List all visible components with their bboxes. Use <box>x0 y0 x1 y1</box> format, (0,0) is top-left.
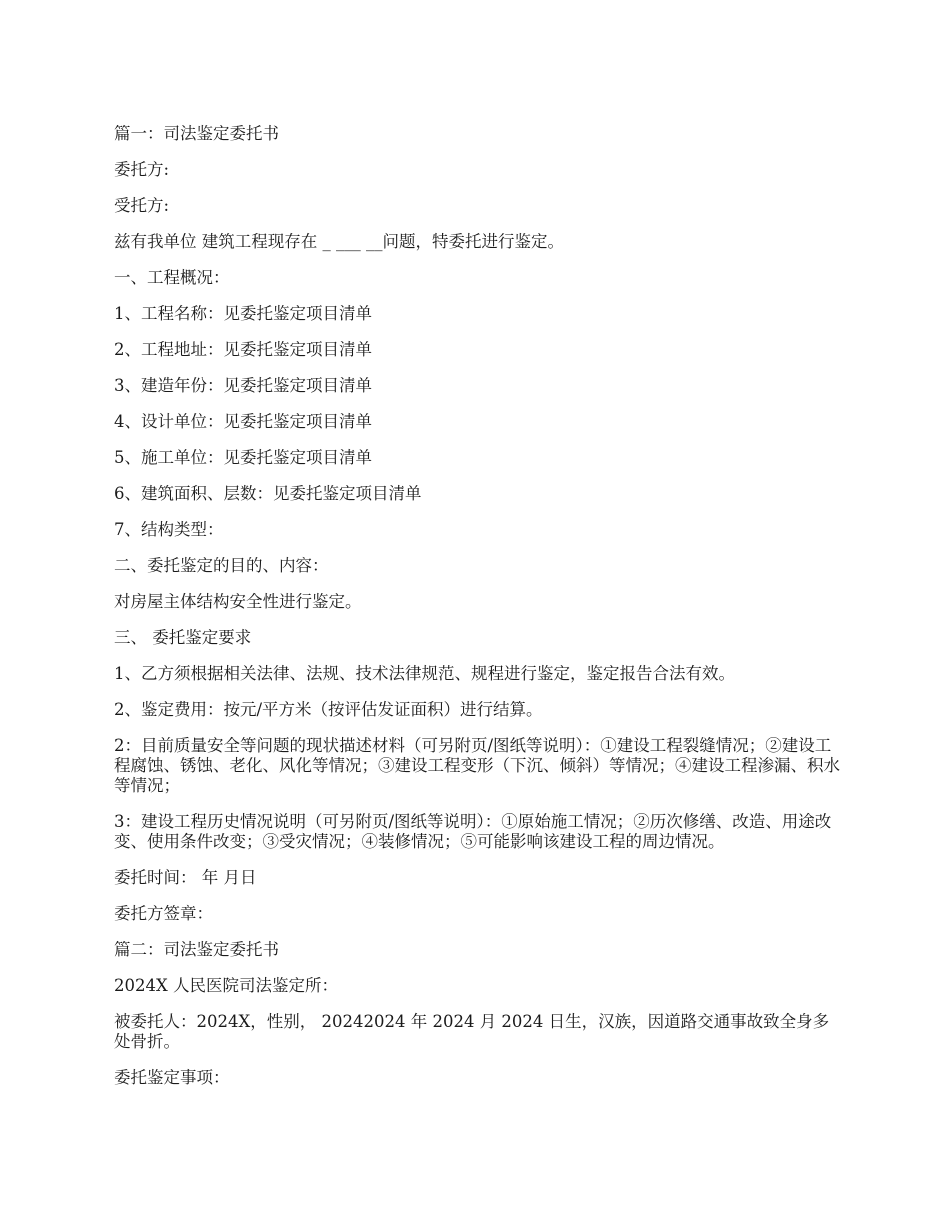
entrusted-person: 被委托人：2024X，性别， 20242024 年 2024 月 2024 日生，汉族，因道路交通事故致全身多处骨折。 <box>114 1012 830 1051</box>
entrust-matters: 委托鉴定事项： <box>114 1068 230 1087</box>
trustee-line: 受托方: <box>114 196 170 215</box>
design-unit: 4、设计单位：见委托鉴定项目清单 <box>114 412 372 431</box>
client-line: 委托方: <box>114 160 170 179</box>
section-title-1: 篇一：司法鉴定委托书 <box>114 124 279 143</box>
construction-unit: 5、施工单位：见委托鉴定项目清单 <box>114 448 372 467</box>
requirement-history: 3：建设工程历史情况说明（可另附页/图纸等说明）：①原始施工情况；②历次修缮、改造、用途改变、使用条件改变；③受灾情况；④装修情况；⑤可能影响该建设工程的周边情况。 <box>114 812 832 851</box>
document-page <box>114 124 844 1104</box>
addressee: 2024X 人民医院司法鉴定所： <box>114 976 338 995</box>
heading-project-overview: 一、工程概况： <box>114 268 230 287</box>
heading-requirements: 三、 委托鉴定要求 <box>114 628 252 647</box>
building-area: 6、建筑面积、层数：见委托鉴定项目清单 <box>114 484 422 503</box>
construction-year: 3、建造年份：见委托鉴定项目清单 <box>114 376 372 395</box>
project-address: 2、工程地址：见委托鉴定项目清单 <box>114 340 372 359</box>
requirement-1: 1、乙方须根据相关法律、法规、技术法律规范、规程进行鉴定，鉴定报告合法有效。 <box>114 664 735 683</box>
requirement-2: 2、鉴定费用：按元/平方米（按评估发证面积）进行结算。 <box>114 700 543 719</box>
section-title-2: 篇二：司法鉴定委托书 <box>114 940 279 959</box>
heading-purpose: 二、委托鉴定的目的、内容： <box>114 556 329 575</box>
client-signature: 委托方签章： <box>114 904 213 923</box>
structure-type: 7、结构类型： <box>114 520 224 539</box>
problem-statement: 兹有我单位 建筑工程现存在 _ ___ __问题，特委托进行鉴定。 <box>114 232 564 251</box>
entrust-date: 委托时间： 年 月日 <box>114 868 257 887</box>
purpose-text: 对房屋主体结构安全性进行鉴定。 <box>114 592 362 611</box>
requirement-materials: 2：目前质量安全等问题的现状描述材料（可另附页/图纸等说明）：①建设工程裂缝情况；②建设工程腐蚀、锈蚀、老化、风化等情况；③建设工程变形（下沉、倾斜）等情况；④建设工程渗漏、积水等情况； <box>114 736 840 795</box>
project-name: 1、工程名称：见委托鉴定项目清单 <box>114 304 372 323</box>
